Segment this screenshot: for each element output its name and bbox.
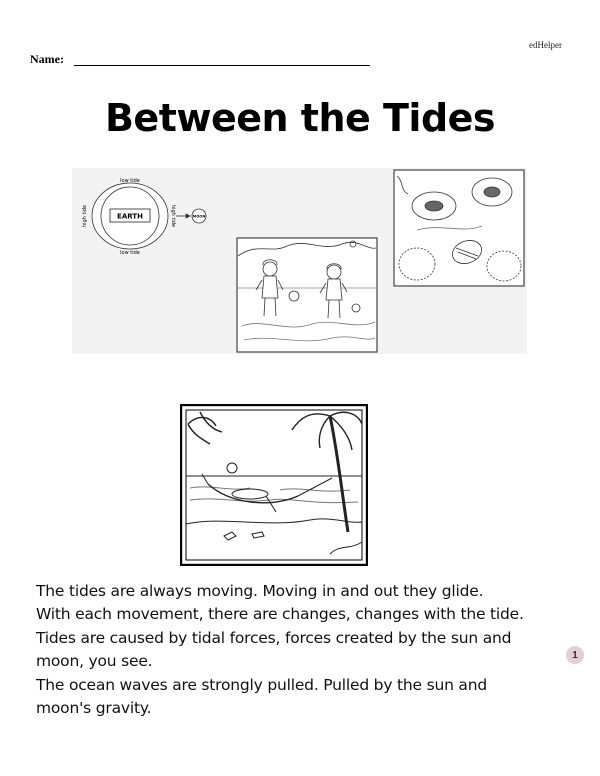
tide-label-left: high tide bbox=[82, 204, 88, 228]
beach-sun bbox=[227, 463, 237, 473]
tide-label-bottom: low tide bbox=[120, 250, 140, 256]
anemone-center-left bbox=[425, 201, 443, 211]
moon-label: MOON bbox=[192, 214, 206, 219]
poem-line: moon, you see. bbox=[36, 652, 153, 671]
poem-line: The ocean waves are strongly pulled. Pulled by the sun and bbox=[36, 675, 487, 694]
tide-pool-scene bbox=[237, 238, 377, 352]
poem-line: moon's gravity. bbox=[36, 699, 152, 718]
anemone-center-right bbox=[484, 187, 500, 197]
name-underline bbox=[74, 65, 370, 66]
beach-svg bbox=[180, 404, 368, 566]
name-field bbox=[30, 52, 370, 68]
poem-line: Tides are caused by tidal forces, forces created by the sun and bbox=[36, 628, 512, 647]
poem-line: With each movement, there are changes, changes with the tide. bbox=[36, 605, 524, 624]
brand-label: edHelper bbox=[529, 40, 562, 50]
person-in-hammock bbox=[232, 489, 268, 499]
anemone-scene bbox=[394, 170, 524, 286]
tide-label-top: low tide bbox=[120, 178, 140, 184]
page-number-badge: 1 bbox=[566, 646, 584, 664]
earth-label: EARTH bbox=[117, 212, 143, 221]
beach-inner-frame bbox=[186, 410, 362, 560]
page-title: Between the Tides bbox=[104, 96, 496, 140]
tide-pool-frame bbox=[237, 238, 377, 352]
tide-label-right: high tide bbox=[170, 204, 176, 228]
poem-text bbox=[36, 580, 566, 720]
poem-line: The tides are always moving. Moving in and out they glide. bbox=[36, 582, 484, 600]
collage-svg bbox=[72, 168, 527, 354]
name-label: Name: bbox=[30, 52, 64, 66]
beach-hammock-illustration bbox=[180, 404, 368, 566]
illustration-collage bbox=[72, 168, 527, 354]
